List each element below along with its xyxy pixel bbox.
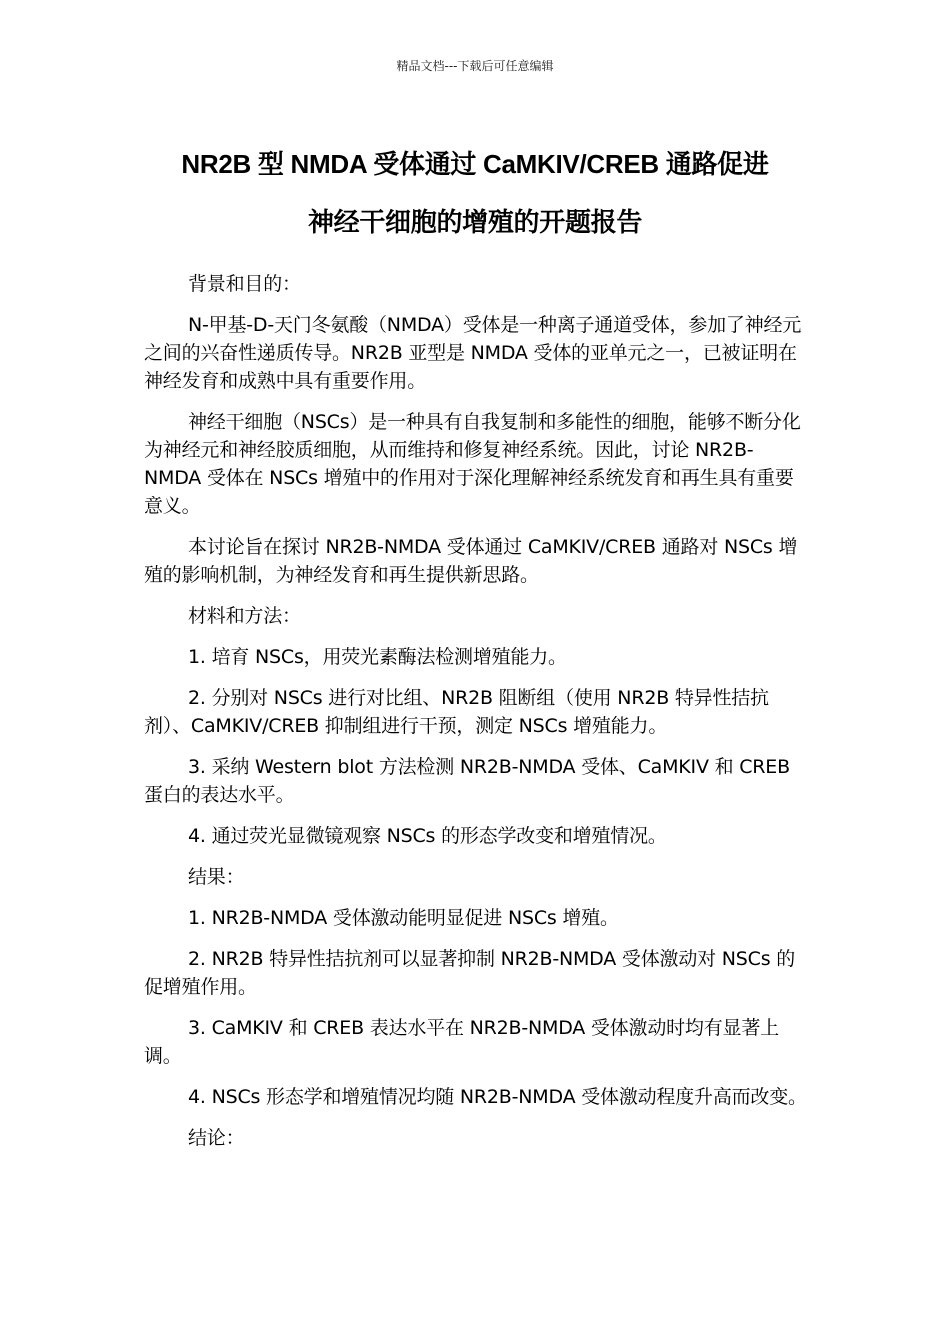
method-item-4: 4. 通过荧光显微镜观察 NSCs 的形态学改变和增殖情况。 [188,825,667,847]
method-item-1: 1. 培育 NSCs，用荧光素酶法检测增殖能力。 [188,646,567,668]
document-title [100,135,850,251]
section-heading-background: 背景和目的： [188,273,301,295]
result-item-4: 4. NSCs 形态学和增殖情况均随 NR2B-NMDA 受体激动程度升高而改变。 [188,1086,807,1108]
document-title-line-1: NR2B 型 NMDA 受体通过 CaMKIV/CREB 通路促进 [181,149,769,179]
result-item-3: 3. CaMKIV 和 CREB 表达水平在 NR2B-NMDA 受体激动时均有显著上调。 [144,1017,779,1067]
section-heading-methods: 材料和方法： [188,605,301,627]
paragraph-nmda-intro: N-甲基-D-天门冬氨酸（NMDA）受体是一种离子通道受体，参加了神经元之间的兴奋性递质传导。NR2B 亚型是 NMDA 受体的亚单元之一，已被证明在神经发育和成熟中具有重要作用。 [144,314,802,392]
section-heading-conclusion: 结论： [188,1127,245,1149]
document-title-line-2: 神经干细胞的增殖的开题报告 [307,207,643,237]
document-body [144,270,810,1165]
paragraph-study-aim: 本讨论旨在探讨 NR2B-NMDA 受体通过 CaMKIV/CREB 通路对 NSCs 增殖的影响机制，为神经发育和再生提供新思路。 [144,536,798,586]
paragraph-nscs-intro: 神经干细胞（NSCs）是一种具有自我复制和多能性的细胞，能够不断分化为神经元和神经胶质细胞，从而维持和修复神经系统。因此，讨论 NR2B-NMDA 受体在 NSCs 增殖中的作用对于深化理解神经系统发育和再生具有重要意义。 [144,411,801,517]
page-header-note: 精品文档---下载后可任意编辑 [396,59,554,73]
section-heading-results: 结果： [188,866,245,888]
result-item-2: 2. NR2B 特异性拮抗剂可以显著抑制 NR2B-NMDA 受体激动对 NSCs 的促增殖作用。 [144,948,796,998]
method-item-3: 3. 采纳 Western blot 方法检测 NR2B-NMDA 受体、CaMKIV 和 CREB 蛋白的表达水平。 [144,756,790,806]
result-item-1: 1. NR2B-NMDA 受体激动能明显促进 NSCs 增殖。 [188,907,619,929]
method-item-2: 2. 分别对 NSCs 进行对比组、NR2B 阻断组（使用 NR2B 特异性拮抗剂）、CaMKIV/CREB 抑制组进行干预，测定 NSCs 增殖能力。 [144,687,769,737]
